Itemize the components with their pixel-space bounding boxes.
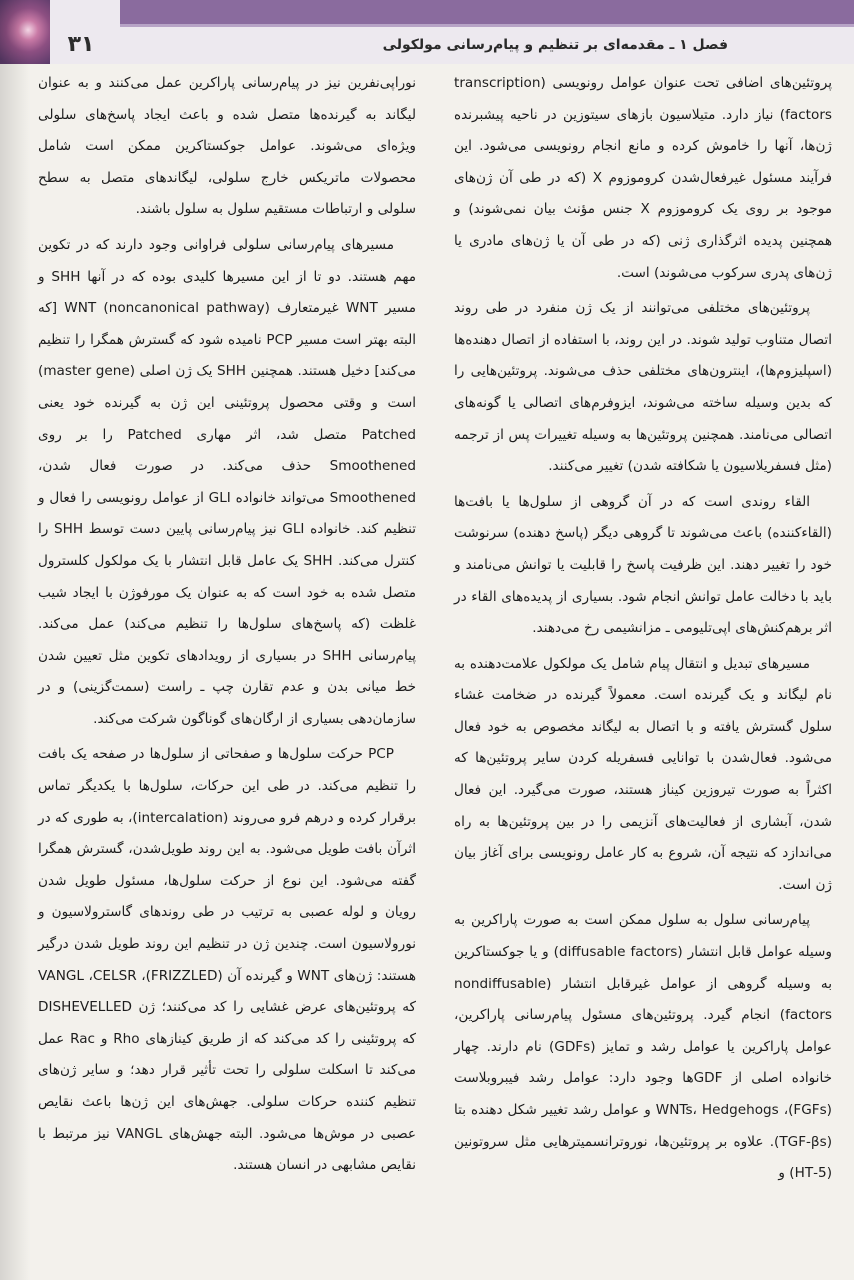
paragraph: نوراپی‌نفرین نیز در پیام‌رسانی پاراکرین عمل می‌کنند و به عنوان لیگاند به گیرنده‌ها متصل شده و باعث ایجاد پاسخ‌های سلولی ویژه‌ای می‌شوند. عوامل جوکستاکرین ممکن است شامل محصولات ماتریکس خارج سلولی، لیگاندهای متصل به سطح سلولی و ارتباطات مستقیم سلول به سلول باشند.	[38, 75, 416, 218]
right-text-column	[454, 68, 832, 1228]
paragraph: مسیرهای پیام‌رسانی سلولی فراوانی وجود دارند که در تکوین مهم هستند. دو تا از این مسیرها کلیدی بوده که در آنها SHH و مسیر WNT غیرمتعارف WNT (noncanonical pathway) [که البته بهتر است مسیر PCP نامیده شود که گسترش همگرا را تنظیم می‌کند] دخیل هستند. همچنین SHH یک ژن اصلی (master gene) است و وقتی محصول پروتئینی این ژن به گیرنده خود یعنی Patched متصل شد، اثر مهاری Patched را بر روی Smoothened حذف می‌کند. در صورت فعال شدن، Smoothened می‌تواند خانواده GLI از عوامل رونویسی را فعال و تنظیم کند. خانواده GLI نیز پیام‌رسانی پایین دست توسط SHH را کنترل می‌کند. SHH یک عامل قابل انتشار با یک مولکول کلسترول متصل شده به خود است که به عنوان یک مورفوژن با ایجاد شیب غلظت (که پاسخ‌های سلول‌ها را تنظیم می‌کند) عمل می‌کند. پیام‌رسانی SHH در بسیاری از رویدادهای تکوین مثل تعیین شدن خط میانی بدن و عدم تقارن چپ ـ راست (سمت‌گزینی) و در سازمان‌دهی بسیاری از ارگان‌های گوناگون شرکت می‌کند.	[38, 236, 416, 727]
header-divider	[120, 24, 854, 27]
left-text-column	[38, 68, 416, 1228]
chapter-title: فصل ۱ ـ مقدمه‌ای بر تنظیم و پیام‌رسانی مولکولی	[382, 37, 728, 53]
paragraph: پروتئین‌های اضافی تحت عنوان عوامل رونویسی (transcription factors) نیاز دارد. متیلاسیون بازهای سیتوزین در ناحیه پیشبرنده ژن‌ها، آنها را خاموش کرده و مانع انجام رونویسی می‌شود. این فرآیند مسئول غیرفعال‌شدن کروموزوم X (که در طی آن ژن‌های موجود بر روی یک کروموزوم X جنس مؤنث بیان نمی‌شوند) و همچنین پدیده اثرگذاری ژنی (که در طی آن یا ژن‌های مادری یا ژن‌های پدری سرکوب می‌شوند) است.	[454, 75, 833, 281]
page-header	[0, 0, 854, 64]
paragraph: مسیرهای تبدیل و انتقال پیام شامل یک مولکول علامت‌دهنده به نام لیگاند و یک گیرنده است. معمولاً گیرنده در ضخامت غشاء سلول گسترش یافته و با اتصال به لیگاند مخصوص به خود فعال می‌شود. فعال‌شدن با توانایی فسفریله کردن سایر پروتئین‌ها که اکثراً به صورت تیروزین کیناز هستند، صورت می‌گیرد. این فعال شدن، آبشاری از فعالیت‌های آنزیمی را در بین پروتئین‌ها به راه می‌اندازد که نتیجه آن، شروع به کار عامل رونویسی برای آغاز بیان ژن است.	[454, 655, 832, 893]
page-number: ۳۱	[67, 32, 95, 57]
paragraph: پروتئین‌های مختلفی می‌توانند از یک ژن منفرد در طی روند اتصال متناوب تولید شوند. در این روند، با استفاده از اتصال دهنده‌ها (اسپلیزوم‌ها)، اینترون‌های مختلفی حذف می‌شوند. پروتئین‌هایی را که بدین وسیله ساخته می‌شوند، ایزوفرم‌های اتصالی یا گونه‌های اتصالی می‌نامند. همچنین پروتئین‌ها به وسیله تغییرات پس از ترجمه (مثل فسفریلاسیون یا شکافته شدن) تغییر می‌کنند.	[454, 300, 832, 475]
page-gutter-shadow	[0, 0, 30, 1280]
paragraph: القاء روندی است که در آن گروهی از سلول‌ها یا بافت‌ها (القاءکننده) باعث می‌شوند تا گروهی دیگر (پاسخ دهنده) سرنوشت خود را تغییر دهند. این ظرفیت پاسخ را قابلیت یا توانش می‌نامند و باید با دخالت عامل توانش انجام شود. بسیاری از پدیده‌های القاء در اثر برهم‌کنش‌های اپی‌تلیومی ـ مزانشیمی رخ می‌دهند.	[454, 493, 832, 637]
paragraph: پیام‌رسانی سلول به سلول ممکن است به صورت پاراکرین به وسیله عوامل قابل انتشار (diffusable factors) و یا جوکستاکرین به وسیله گروهی از عوامل غیرقابل انتشار (nondiffusable factors) انجام گیرد. پروتئین‌های مسئول پیام‌رسانی پاراکرین، عوامل پاراکرین یا عوامل رشد و تمایز (GDFs) نام دارند. چهار خانواده اصلی از GDFها وجود دارد: عوامل رشد فیبروبلاست (FGFs)، WNTs، Hedgehogs و عوامل رشد تغییر شکل دهنده بتا (TGF-βs). علاوه بر پروتئین‌ها، نوروترانسمیترهایی مثل سروتونین (5-HT) و	[454, 912, 833, 1182]
header-color-band	[120, 0, 854, 24]
paragraph: PCP حرکت سلول‌ها و صفحاتی از سلول‌ها در صفحه یک بافت را تنظیم می‌کند. در طی این حرکات، سلول‌ها با یکدیگر تماس برقرار کرده و درهم فرو می‌روند (intercalation)، به طوری که در اثرآن بافت طویل می‌شود. به این روند طویل‌شدن، گسترش همگرا گفته می‌شود. این نوع از حرکت سلول‌ها، مسئول طویل شدن رویان و لوله عصبی به ترتیب در طی روندهای گاسترولاسیون و نورولاسیون است. چندین ژن در تنظیم این روند طویل شدن درگیر هستند: ژن‌های WNT و گیرنده آن (FRIZZLED)، VANGL ،CELSR که پروتئین‌های عرض غشایی را کد می‌کنند؛ ژن DISHEVELLED که پروتئینی را کد می‌کند که از طریق کینازهای Rho و Rac عمل می‌کند تا اسکلت سلولی را تحت تأثیر قرار دهد؛ و سایر ژن‌های تنظیم کننده حرکات سلولی. جهش‌های این ژن‌ها باعث نقایص عصبی در موش‌ها می‌شود. البته جهش‌های VANGL نیز مرتبط با نقایص مشابهی در انسان هستند.	[38, 746, 416, 1174]
